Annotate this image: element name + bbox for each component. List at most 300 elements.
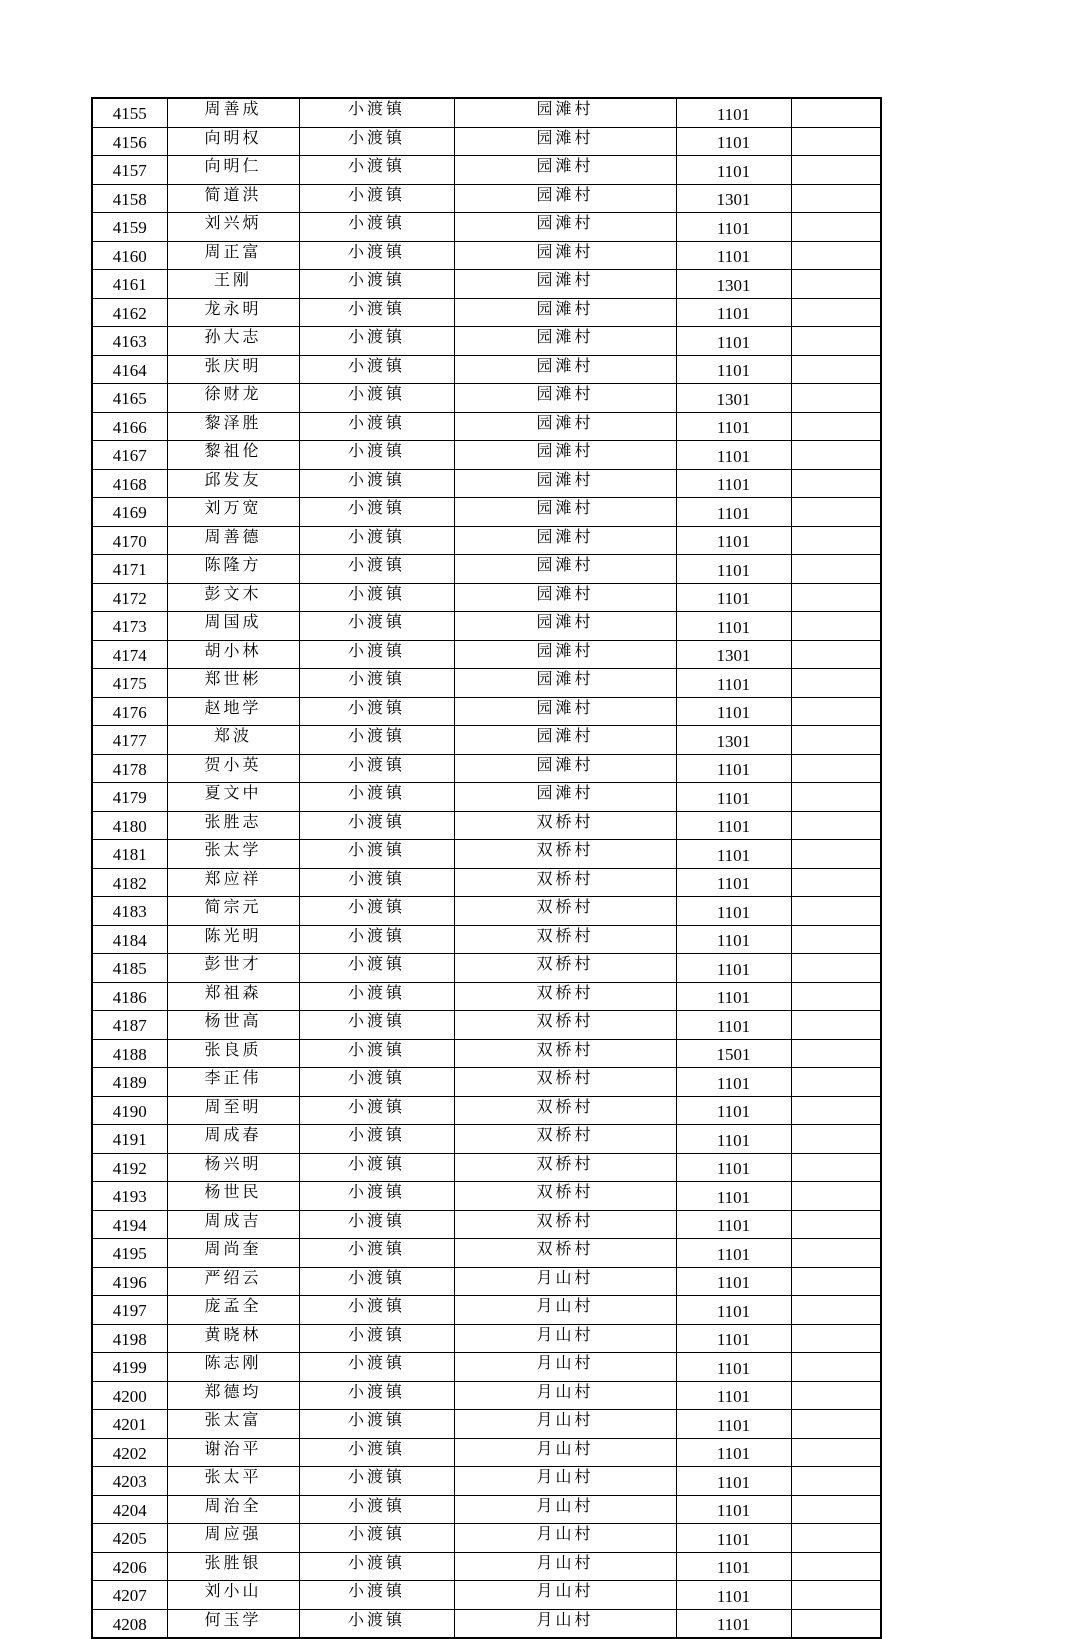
row-number: 4185 xyxy=(92,954,167,983)
table-row xyxy=(92,811,881,840)
code-value: 1101 xyxy=(676,811,791,840)
remark-cell xyxy=(791,555,881,584)
table-row xyxy=(92,640,881,669)
town-name: 小渡镇 xyxy=(299,925,454,954)
row-number: 4165 xyxy=(92,384,167,413)
row-number: 4208 xyxy=(92,1609,167,1638)
town-name: 小渡镇 xyxy=(299,1552,454,1581)
village-name: 园滩村 xyxy=(454,583,676,612)
village-name: 月山村 xyxy=(454,1552,676,1581)
table-row xyxy=(92,1353,881,1382)
person-name: 张良质 xyxy=(167,1039,299,1068)
person-name: 黄晓林 xyxy=(167,1324,299,1353)
row-number: 4192 xyxy=(92,1153,167,1182)
town-name: 小渡镇 xyxy=(299,1353,454,1382)
person-name: 周尚奎 xyxy=(167,1239,299,1268)
remark-cell xyxy=(791,897,881,926)
table-row xyxy=(92,156,881,185)
row-number: 4171 xyxy=(92,555,167,584)
town-name: 小渡镇 xyxy=(299,583,454,612)
row-number: 4162 xyxy=(92,298,167,327)
code-value: 1101 xyxy=(676,1410,791,1439)
code-value: 1101 xyxy=(676,1467,791,1496)
code-value: 1101 xyxy=(676,1609,791,1638)
row-number: 4207 xyxy=(92,1581,167,1610)
table-row xyxy=(92,327,881,356)
table-row xyxy=(92,1467,881,1496)
code-value: 1101 xyxy=(676,469,791,498)
row-number: 4204 xyxy=(92,1495,167,1524)
town-name: 小渡镇 xyxy=(299,868,454,897)
person-name: 周正富 xyxy=(167,241,299,270)
village-name: 月山村 xyxy=(454,1267,676,1296)
row-number: 4198 xyxy=(92,1324,167,1353)
person-name: 周至明 xyxy=(167,1096,299,1125)
row-number: 4161 xyxy=(92,270,167,299)
town-name: 小渡镇 xyxy=(299,441,454,470)
remark-cell xyxy=(791,1182,881,1211)
town-name: 小渡镇 xyxy=(299,1495,454,1524)
person-name: 贺小英 xyxy=(167,754,299,783)
person-name: 龙永明 xyxy=(167,298,299,327)
remark-cell xyxy=(791,469,881,498)
table-row xyxy=(92,526,881,555)
code-value: 1101 xyxy=(676,1068,791,1097)
table-row xyxy=(92,412,881,441)
remark-cell xyxy=(791,669,881,698)
code-value: 1101 xyxy=(676,1324,791,1353)
person-name: 周成吉 xyxy=(167,1210,299,1239)
table-row xyxy=(92,697,881,726)
table-row xyxy=(92,1381,881,1410)
person-name: 简宗元 xyxy=(167,897,299,926)
code-value: 1101 xyxy=(676,156,791,185)
village-name: 园滩村 xyxy=(454,498,676,527)
person-name: 郑波 xyxy=(167,726,299,755)
remark-cell xyxy=(791,98,881,127)
village-name: 双桥村 xyxy=(454,1182,676,1211)
town-name: 小渡镇 xyxy=(299,555,454,584)
person-name: 杨世民 xyxy=(167,1182,299,1211)
village-name: 园滩村 xyxy=(454,213,676,242)
row-number: 4174 xyxy=(92,640,167,669)
row-number: 4178 xyxy=(92,754,167,783)
person-name: 黎泽胜 xyxy=(167,412,299,441)
row-number: 4156 xyxy=(92,127,167,156)
remark-cell xyxy=(791,1096,881,1125)
person-name: 郑德均 xyxy=(167,1381,299,1410)
table-row xyxy=(92,270,881,299)
table-row xyxy=(92,583,881,612)
code-value: 1101 xyxy=(676,213,791,242)
code-value: 1101 xyxy=(676,1239,791,1268)
table-row xyxy=(92,241,881,270)
village-name: 双桥村 xyxy=(454,868,676,897)
remark-cell xyxy=(791,982,881,1011)
person-name: 孙大志 xyxy=(167,327,299,356)
person-name: 刘万宽 xyxy=(167,498,299,527)
remark-cell xyxy=(791,213,881,242)
village-name: 园滩村 xyxy=(454,127,676,156)
village-name: 园滩村 xyxy=(454,241,676,270)
village-name: 双桥村 xyxy=(454,925,676,954)
code-value: 1101 xyxy=(676,1267,791,1296)
town-name: 小渡镇 xyxy=(299,327,454,356)
remark-cell xyxy=(791,754,881,783)
table-row xyxy=(92,1153,881,1182)
table-row xyxy=(92,669,881,698)
remark-cell xyxy=(791,1581,881,1610)
table-row xyxy=(92,213,881,242)
row-number: 4184 xyxy=(92,925,167,954)
code-value: 1101 xyxy=(676,441,791,470)
row-number: 4205 xyxy=(92,1524,167,1553)
person-name: 周善成 xyxy=(167,98,299,127)
code-value: 1101 xyxy=(676,327,791,356)
code-value: 1101 xyxy=(676,1438,791,1467)
town-name: 小渡镇 xyxy=(299,1011,454,1040)
remark-cell xyxy=(791,270,881,299)
remark-cell xyxy=(791,1353,881,1382)
code-value: 1101 xyxy=(676,298,791,327)
town-name: 小渡镇 xyxy=(299,697,454,726)
remark-cell xyxy=(791,868,881,897)
row-number: 4170 xyxy=(92,526,167,555)
village-name: 园滩村 xyxy=(454,327,676,356)
remark-cell xyxy=(791,1438,881,1467)
town-name: 小渡镇 xyxy=(299,526,454,555)
person-name: 徐财龙 xyxy=(167,384,299,413)
village-name: 双桥村 xyxy=(454,1239,676,1268)
row-number: 4167 xyxy=(92,441,167,470)
table-row xyxy=(92,1438,881,1467)
table-row xyxy=(92,384,881,413)
table-row xyxy=(92,1324,881,1353)
table-row xyxy=(92,612,881,641)
code-value: 1101 xyxy=(676,954,791,983)
person-name: 张胜志 xyxy=(167,811,299,840)
town-name: 小渡镇 xyxy=(299,1524,454,1553)
person-name: 张胜银 xyxy=(167,1552,299,1581)
village-name: 月山村 xyxy=(454,1381,676,1410)
table-row xyxy=(92,1096,881,1125)
village-name: 双桥村 xyxy=(454,954,676,983)
table-row xyxy=(92,298,881,327)
town-name: 小渡镇 xyxy=(299,1210,454,1239)
remark-cell xyxy=(791,583,881,612)
town-name: 小渡镇 xyxy=(299,156,454,185)
remark-cell xyxy=(791,1410,881,1439)
code-value: 1101 xyxy=(676,669,791,698)
remark-cell xyxy=(791,384,881,413)
town-name: 小渡镇 xyxy=(299,1153,454,1182)
remark-cell xyxy=(791,726,881,755)
village-name: 月山村 xyxy=(454,1524,676,1553)
village-name: 双桥村 xyxy=(454,840,676,869)
table-row xyxy=(92,98,881,127)
table-row xyxy=(92,441,881,470)
row-number: 4180 xyxy=(92,811,167,840)
code-value: 1101 xyxy=(676,127,791,156)
village-name: 园滩村 xyxy=(454,726,676,755)
village-name: 园滩村 xyxy=(454,156,676,185)
person-name: 郑世彬 xyxy=(167,669,299,698)
row-number: 4155 xyxy=(92,98,167,127)
row-number: 4195 xyxy=(92,1239,167,1268)
village-name: 月山村 xyxy=(454,1467,676,1496)
town-name: 小渡镇 xyxy=(299,954,454,983)
row-number: 4157 xyxy=(92,156,167,185)
code-value: 1101 xyxy=(676,1353,791,1382)
code-value: 1301 xyxy=(676,726,791,755)
row-number: 4182 xyxy=(92,868,167,897)
code-value: 1101 xyxy=(676,1581,791,1610)
remark-cell xyxy=(791,1552,881,1581)
code-value: 1301 xyxy=(676,270,791,299)
village-name: 园滩村 xyxy=(454,184,676,213)
person-name: 张庆明 xyxy=(167,355,299,384)
row-number: 4196 xyxy=(92,1267,167,1296)
town-name: 小渡镇 xyxy=(299,1267,454,1296)
row-number: 4191 xyxy=(92,1125,167,1154)
table-row xyxy=(92,469,881,498)
row-number: 4202 xyxy=(92,1438,167,1467)
table-row xyxy=(92,355,881,384)
village-name: 园滩村 xyxy=(454,98,676,127)
table-row xyxy=(92,1267,881,1296)
town-name: 小渡镇 xyxy=(299,1039,454,1068)
person-name: 邱发友 xyxy=(167,469,299,498)
town-name: 小渡镇 xyxy=(299,98,454,127)
town-name: 小渡镇 xyxy=(299,1581,454,1610)
village-name: 园滩村 xyxy=(454,355,676,384)
table-row xyxy=(92,925,881,954)
town-name: 小渡镇 xyxy=(299,754,454,783)
code-value: 1101 xyxy=(676,526,791,555)
table-row xyxy=(92,1495,881,1524)
village-name: 双桥村 xyxy=(454,811,676,840)
remark-cell xyxy=(791,1324,881,1353)
remark-cell xyxy=(791,1153,881,1182)
table-row xyxy=(92,1296,881,1325)
village-name: 园滩村 xyxy=(454,640,676,669)
row-number: 4179 xyxy=(92,783,167,812)
code-value: 1101 xyxy=(676,1153,791,1182)
town-name: 小渡镇 xyxy=(299,384,454,413)
code-value: 1101 xyxy=(676,1125,791,1154)
village-name: 园滩村 xyxy=(454,669,676,698)
remark-cell xyxy=(791,526,881,555)
table-row xyxy=(92,726,881,755)
town-name: 小渡镇 xyxy=(299,897,454,926)
person-name: 严绍云 xyxy=(167,1267,299,1296)
village-name: 园滩村 xyxy=(454,697,676,726)
village-name: 双桥村 xyxy=(454,1068,676,1097)
remark-cell xyxy=(791,954,881,983)
town-name: 小渡镇 xyxy=(299,669,454,698)
code-value: 1101 xyxy=(676,612,791,641)
row-number: 4190 xyxy=(92,1096,167,1125)
village-name: 双桥村 xyxy=(454,1153,676,1182)
row-number: 4173 xyxy=(92,612,167,641)
row-number: 4201 xyxy=(92,1410,167,1439)
village-name: 园滩村 xyxy=(454,783,676,812)
town-name: 小渡镇 xyxy=(299,612,454,641)
village-name: 双桥村 xyxy=(454,1096,676,1125)
row-number: 4177 xyxy=(92,726,167,755)
row-number: 4206 xyxy=(92,1552,167,1581)
code-value: 1301 xyxy=(676,640,791,669)
remark-cell xyxy=(791,1495,881,1524)
remark-cell xyxy=(791,697,881,726)
village-name: 双桥村 xyxy=(454,982,676,1011)
code-value: 1101 xyxy=(676,1296,791,1325)
person-name: 陈志刚 xyxy=(167,1353,299,1382)
remark-cell xyxy=(791,412,881,441)
row-number: 4164 xyxy=(92,355,167,384)
row-number: 4197 xyxy=(92,1296,167,1325)
table-row xyxy=(92,184,881,213)
town-name: 小渡镇 xyxy=(299,982,454,1011)
row-number: 4188 xyxy=(92,1039,167,1068)
code-value: 1101 xyxy=(676,412,791,441)
person-name: 周国成 xyxy=(167,612,299,641)
village-name: 园滩村 xyxy=(454,412,676,441)
code-value: 1501 xyxy=(676,1039,791,1068)
code-value: 1101 xyxy=(676,897,791,926)
town-name: 小渡镇 xyxy=(299,783,454,812)
person-name: 周应强 xyxy=(167,1524,299,1553)
town-name: 小渡镇 xyxy=(299,726,454,755)
town-name: 小渡镇 xyxy=(299,213,454,242)
person-name: 刘小山 xyxy=(167,1581,299,1610)
person-name: 张太学 xyxy=(167,840,299,869)
table-row xyxy=(92,555,881,584)
town-name: 小渡镇 xyxy=(299,1609,454,1638)
table-row xyxy=(92,1239,881,1268)
remark-cell xyxy=(791,1467,881,1496)
person-name: 王刚 xyxy=(167,270,299,299)
code-value: 1101 xyxy=(676,355,791,384)
remark-cell xyxy=(791,612,881,641)
town-name: 小渡镇 xyxy=(299,298,454,327)
person-name: 郑祖森 xyxy=(167,982,299,1011)
village-name: 双桥村 xyxy=(454,1210,676,1239)
town-name: 小渡镇 xyxy=(299,1467,454,1496)
person-name: 周成春 xyxy=(167,1125,299,1154)
village-name: 园滩村 xyxy=(454,754,676,783)
person-name: 刘兴炳 xyxy=(167,213,299,242)
town-name: 小渡镇 xyxy=(299,1182,454,1211)
town-name: 小渡镇 xyxy=(299,1410,454,1439)
row-number: 4189 xyxy=(92,1068,167,1097)
village-name: 月山村 xyxy=(454,1353,676,1382)
remark-cell xyxy=(791,156,881,185)
remark-cell xyxy=(791,355,881,384)
village-name: 月山村 xyxy=(454,1324,676,1353)
table-row xyxy=(92,1068,881,1097)
code-value: 1101 xyxy=(676,925,791,954)
person-name: 向明权 xyxy=(167,127,299,156)
record-table-body xyxy=(92,98,881,1638)
remark-cell xyxy=(791,1039,881,1068)
village-name: 园滩村 xyxy=(454,270,676,299)
remark-cell xyxy=(791,1125,881,1154)
remark-cell xyxy=(791,1296,881,1325)
person-name: 简道洪 xyxy=(167,184,299,213)
table-row xyxy=(92,1011,881,1040)
remark-cell xyxy=(791,1239,881,1268)
town-name: 小渡镇 xyxy=(299,412,454,441)
code-value: 1101 xyxy=(676,868,791,897)
table-row xyxy=(92,1210,881,1239)
table-row xyxy=(92,897,881,926)
table-row xyxy=(92,498,881,527)
village-name: 月山村 xyxy=(454,1410,676,1439)
remark-cell xyxy=(791,241,881,270)
remark-cell xyxy=(791,298,881,327)
village-name: 月山村 xyxy=(454,1581,676,1610)
person-name: 何玉学 xyxy=(167,1609,299,1638)
code-value: 1101 xyxy=(676,555,791,584)
code-value: 1101 xyxy=(676,583,791,612)
person-name: 张太富 xyxy=(167,1410,299,1439)
village-name: 双桥村 xyxy=(454,1039,676,1068)
code-value: 1101 xyxy=(676,498,791,527)
village-name: 园滩村 xyxy=(454,384,676,413)
person-name: 彭世才 xyxy=(167,954,299,983)
row-number: 4199 xyxy=(92,1353,167,1382)
table-row xyxy=(92,954,881,983)
remark-cell xyxy=(791,840,881,869)
table-row xyxy=(92,1552,881,1581)
remark-cell xyxy=(791,1011,881,1040)
remark-cell xyxy=(791,184,881,213)
town-name: 小渡镇 xyxy=(299,1438,454,1467)
town-name: 小渡镇 xyxy=(299,241,454,270)
person-name: 夏文中 xyxy=(167,783,299,812)
remark-cell xyxy=(791,441,881,470)
row-number: 4186 xyxy=(92,982,167,1011)
row-number: 4193 xyxy=(92,1182,167,1211)
person-name: 赵地学 xyxy=(167,697,299,726)
code-value: 1101 xyxy=(676,1381,791,1410)
record-table xyxy=(91,97,882,1639)
remark-cell xyxy=(791,925,881,954)
table-row xyxy=(92,783,881,812)
table-row xyxy=(92,1524,881,1553)
person-name: 庞孟全 xyxy=(167,1296,299,1325)
code-value: 1101 xyxy=(676,1182,791,1211)
row-number: 4163 xyxy=(92,327,167,356)
remark-cell xyxy=(791,1210,881,1239)
remark-cell xyxy=(791,811,881,840)
table-row xyxy=(92,1125,881,1154)
remark-cell xyxy=(791,640,881,669)
town-name: 小渡镇 xyxy=(299,1125,454,1154)
code-value: 1101 xyxy=(676,982,791,1011)
row-number: 4166 xyxy=(92,412,167,441)
town-name: 小渡镇 xyxy=(299,1239,454,1268)
village-name: 园滩村 xyxy=(454,469,676,498)
row-number: 4181 xyxy=(92,840,167,869)
remark-cell xyxy=(791,1267,881,1296)
village-name: 月山村 xyxy=(454,1609,676,1638)
person-name: 周善德 xyxy=(167,526,299,555)
person-name: 周治全 xyxy=(167,1495,299,1524)
table-row xyxy=(92,754,881,783)
town-name: 小渡镇 xyxy=(299,270,454,299)
